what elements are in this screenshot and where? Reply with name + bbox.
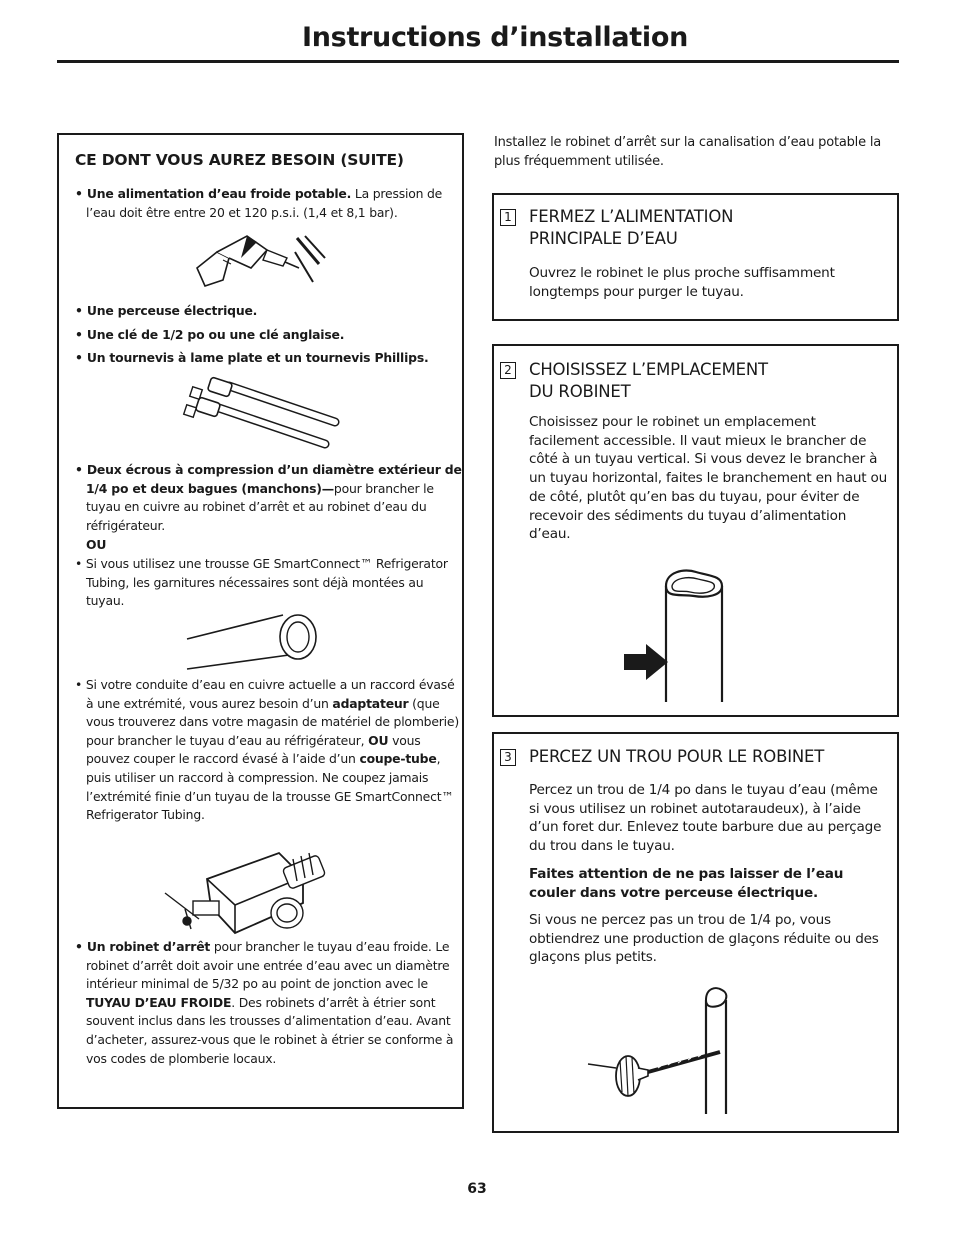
adapter-item (75, 676, 464, 825)
compression-nuts-label: • Deux écrous à compression d’un diamètre extérieur de 1/4 po et deux bagues (manchons)— (75, 462, 462, 496)
compression-nuts-item (75, 461, 464, 535)
screwdrivers-item: • Un tournevis à lame plate et un tournevis Phillips. (75, 350, 429, 365)
step-3-body: Percez un trou de 1/4 po dans le tuyau d’eau (même si vous utilisez un robinet autotaraudeux), à l’aide d’un foret dur. Enlevez toute barbure due au perçage du trou dans le tuyau. (529, 782, 882, 855)
title-rule (57, 60, 899, 63)
water-supply-text: La pression de l’eau doit être entre 20 et 120 p.s.i. (1,4 et 8,1 bar). (86, 186, 443, 220)
compression-nuts-text: pour brancher le tuyau en cuivre au robinet d’arrêt et au robinet d’eau du réfrigérateur. (86, 480, 434, 533)
shutoff-valve-label: • Un robinet d’arrêt (75, 939, 211, 954)
water-supply-label: • Une alimentation d’eau froide potable. (75, 186, 352, 201)
adapter-text-4: , puis utiliser un raccord à compression. Ne coupez jamais l’extrémité finie d’un tuyau de la trousse GE SmartConnect™ Refrigerator Tubing. (86, 751, 454, 823)
step-3-box (492, 732, 899, 1133)
page-number: 63 (467, 1181, 487, 1197)
requirements-box (57, 133, 464, 1109)
adapter-fitting-illustration (165, 847, 345, 935)
adapter-text-3: vous pouvez couper le raccord évasé à l’aide d’un (86, 732, 421, 767)
adapter-or: OU (368, 732, 389, 748)
step-1-box (492, 193, 899, 321)
wrench-item: • Une clé de 1/2 po ou une clé anglaise. (75, 327, 345, 342)
shutoff-valve-text-1: pour brancher le tuyau d’eau froide. Le robinet d’arrêt doit avoir une entrée d’eau avec un diamètre intérieur minimal de 5/32 po au point de jonction avec le (86, 939, 450, 992)
requirements-heading: CE DONT VOUS AUREZ BESOIN (SUITE) (75, 151, 404, 169)
compression-fittings-illustration (185, 378, 345, 450)
shutoff-valve-item (75, 938, 464, 1068)
intro-text: Installez le robinet d’arrêt sur la canalisation d’eau potable la plus fréquemment utilisée. (494, 135, 882, 169)
or-label: OU (86, 537, 107, 552)
step-2-title-line2: DU ROBINET (529, 382, 631, 401)
pipe-drilling-illustration (588, 984, 728, 1114)
step-3-title: PERCEZ UN TROU POUR LE ROBINET (529, 747, 825, 766)
drill-item: • Une perceuse électrique. (75, 303, 258, 318)
shutoff-valve-text-2: . Des robinets d’arrêt à étrier sont souvent inclus dans les trousses d’alimentation d’eau. Avant d’acheter, assurez-vous que le robinet à étrier se conforme à vos codes de plomberie locaux. (86, 994, 454, 1066)
step-1-title-line1: FERMEZ L’ALIMENTATION (529, 207, 734, 226)
vertical-pipe-arrow-illustration (624, 568, 734, 702)
step-1-title-line2: PRINCIPALE D’EAU (529, 229, 678, 248)
step-1-body: Ouvrez le robinet le plus proche suffisamment longtemps pour purger le tuyau. (529, 265, 835, 300)
step-2-box (492, 344, 899, 717)
step-1-title (529, 206, 733, 250)
step-2-title (529, 359, 768, 403)
step-3-number: 3 (500, 749, 516, 766)
step-2-title-line1: CHOISISSEZ L’EMPLACEMENT (529, 360, 768, 379)
copper-tube-illustration (185, 611, 325, 675)
adapter-text-2: (que vous trouverez dans votre magasin de matériel de plomberie) pour brancher le tuyau d’eau au réfrigérateur, (86, 695, 459, 748)
page-title: Instructions d’installation (302, 22, 689, 53)
adapter-text-1: • Si votre conduite d’eau en cuivre actuelle a un raccord évasé à une extrémité, vous aurez besoin d’un (75, 677, 455, 711)
tube-cutter-keyword: coupe-tube (359, 751, 437, 767)
step-1-number: 1 (500, 209, 516, 226)
step-2-number: 2 (500, 362, 516, 379)
step-2-body: Choisissez pour le robinet un emplacement facilement accessible. Il vaut mieux le brancher de côté à un tuyau vertical. Si vous devez le brancher à un tuyau horizontal, faites le branchement en haut ou de côté, plutôt qu’en bas du tuyau, pour éviter de recevoir des sédiments du tuyau d’alimentation d’eau. (529, 414, 888, 543)
cold-water-pipe-keyword: TUYAU D’EAU FROIDE (86, 994, 232, 1010)
adapter-keyword: adaptateur (332, 695, 409, 711)
water-supply-item (75, 185, 464, 222)
smartconnect-item: • Si vous utilisez une trousse GE SmartConnect™ Refrigerator Tubing, les garnitures nécessaires sont déjà montées au tuyau. (75, 556, 448, 609)
step-3-warning: Faites attention de ne pas laisser de l’eau couler dans votre perceuse électrique. (529, 866, 844, 901)
drill-and-bits-illustration (187, 228, 327, 290)
step-3-note: Si vous ne percez pas un trou de 1/4 po, vous obtiendrez une production de glaçons réduite ou des glaçons plus petits. (529, 912, 879, 966)
